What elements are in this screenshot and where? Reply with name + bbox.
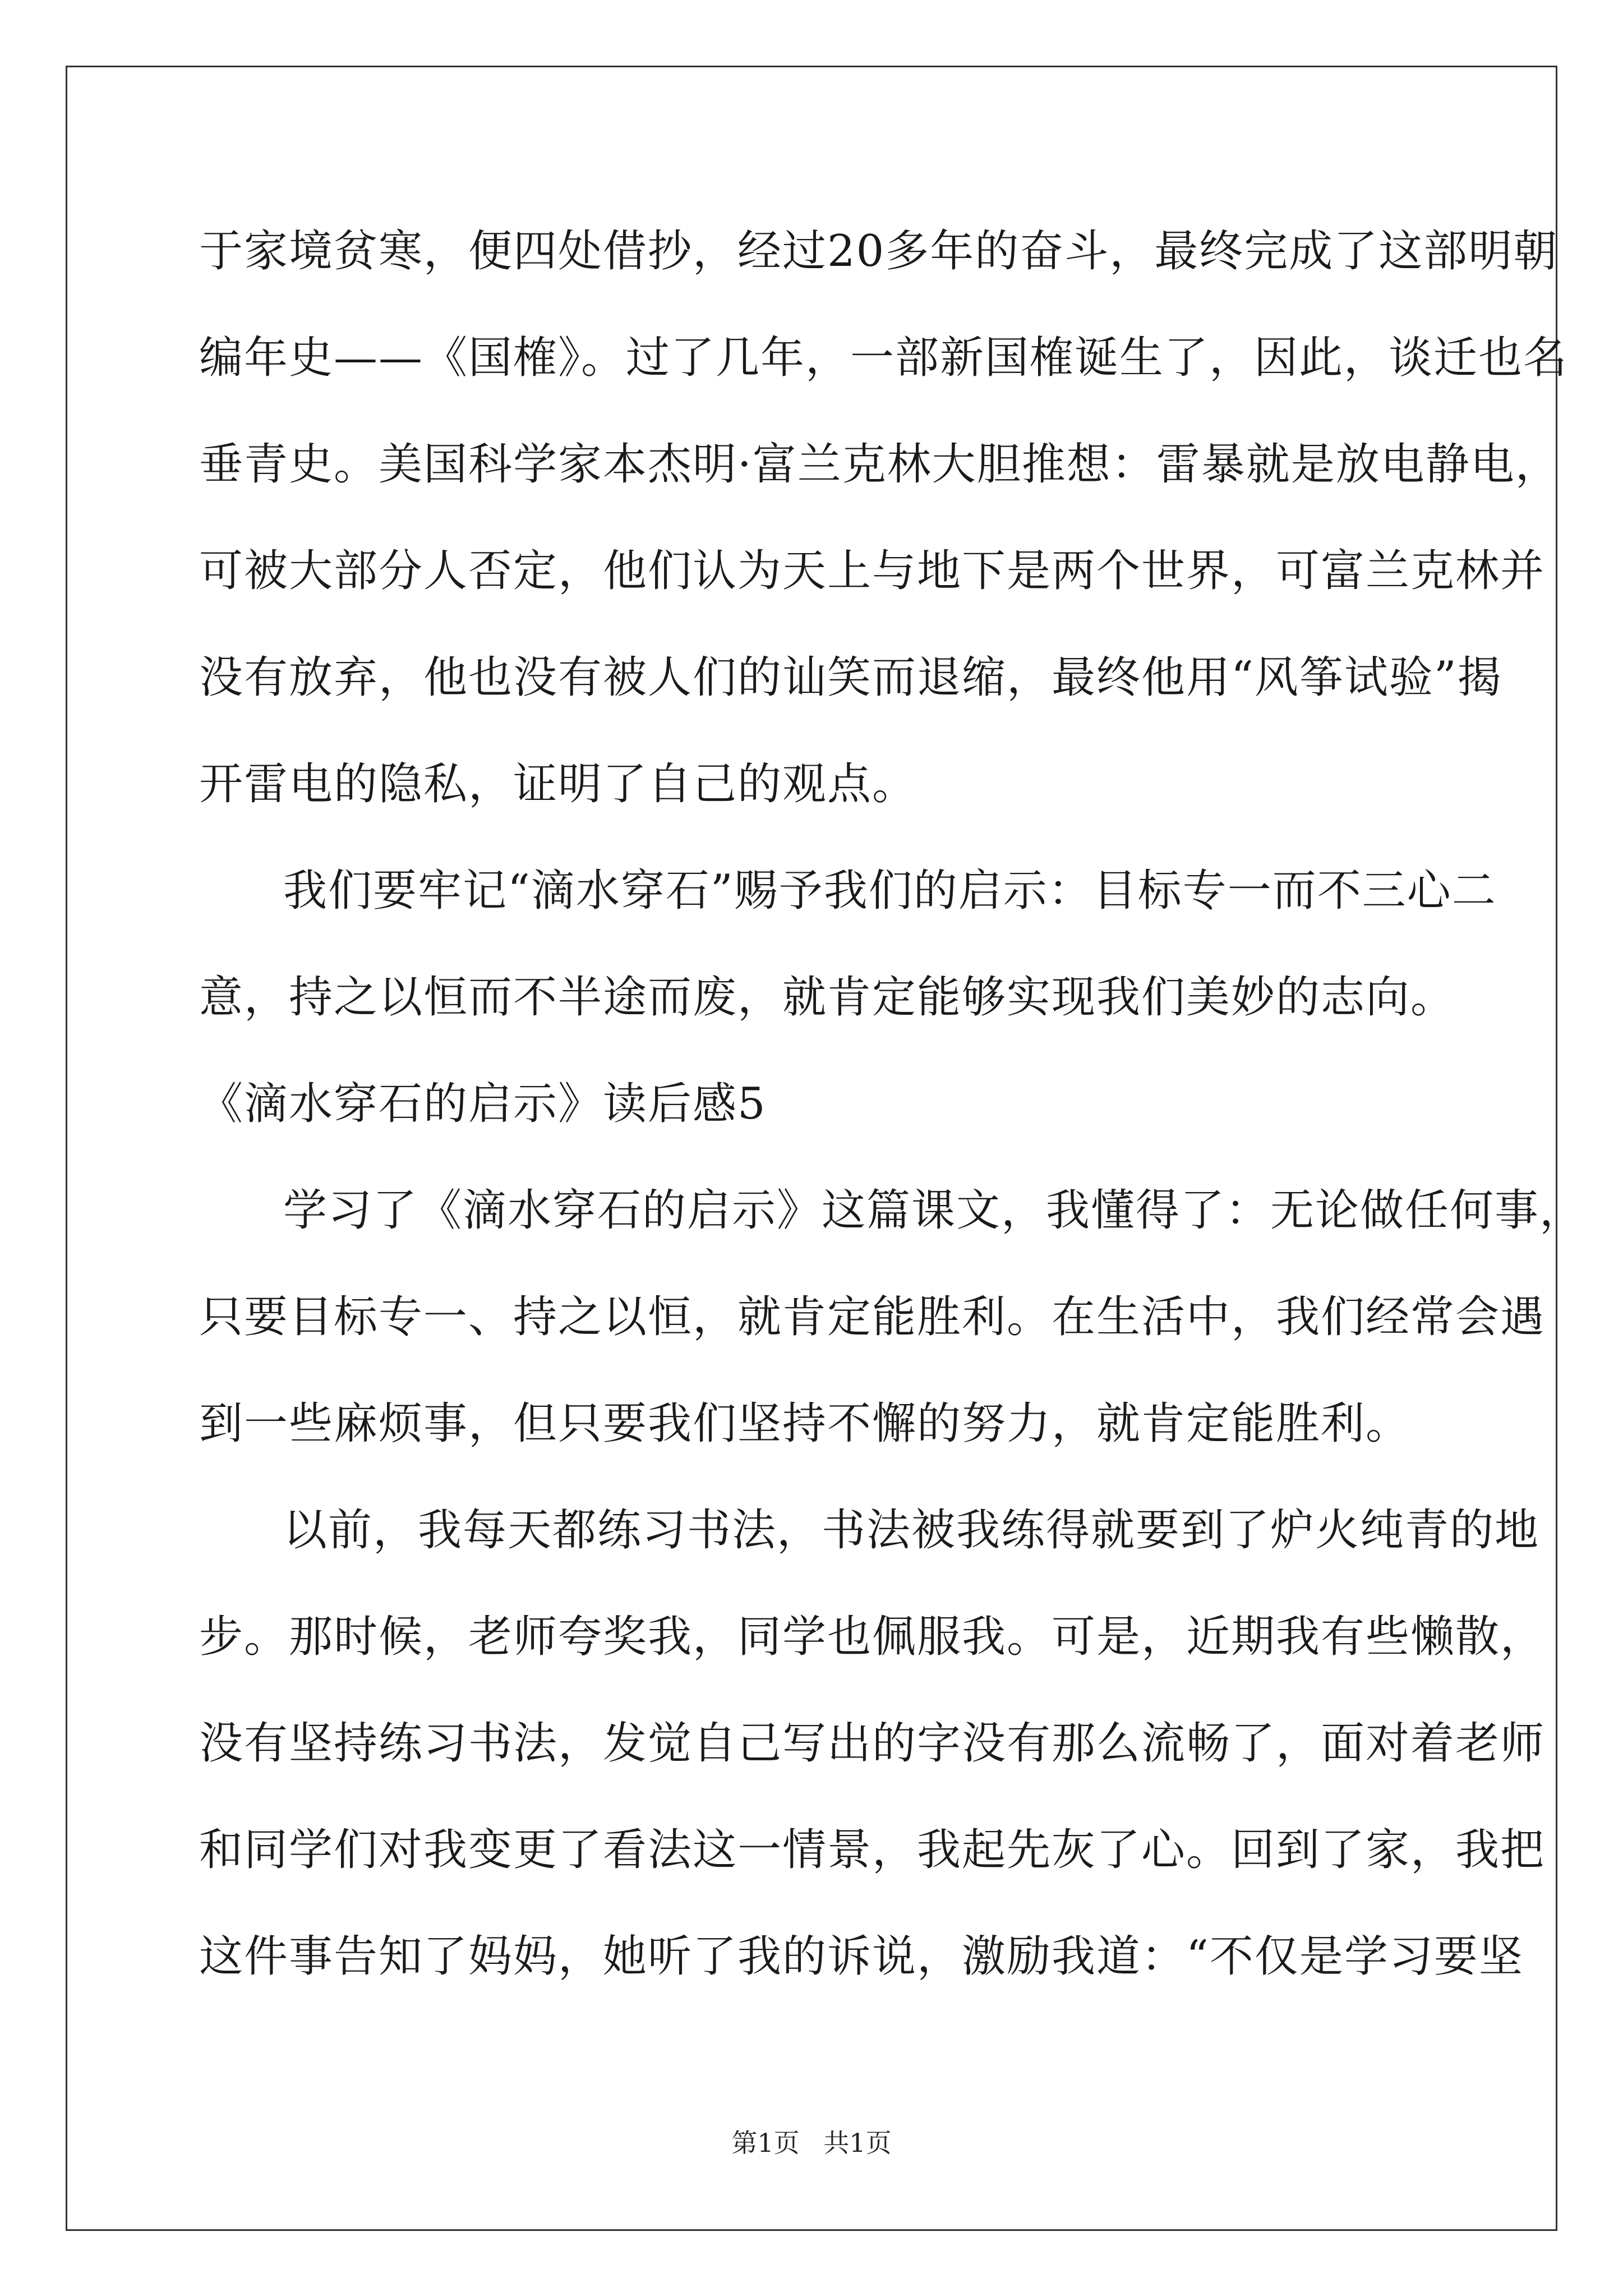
text-line: 步。那时候，老师夸奖我，同学也佩服我。可是，近期我有些懒散， [199, 1612, 1546, 1662]
section-heading: 《滴水穿石的启示》读后感5 [199, 1079, 767, 1129]
text-line: 垂青史。美国科学家本杰明·富兰克林大胆推想：雷暴就是放电静电， [199, 439, 1560, 490]
text-line: 和同学们对我变更了看法这一情景，我起先灰了心。回到了家，我把 [199, 1825, 1546, 1875]
text-line: 只要目标专一、持之以恒，就肯定能胜利。在生活中，我们经常会遇 [199, 1292, 1546, 1342]
text-line: 编年史——《国榷》。过了几年，一部新国榷诞生了，因此，谈迁也名 [199, 333, 1569, 383]
text-line: 没有坚持练习书法，发觉自己写出的字没有那么流畅了，面对着老师 [199, 1718, 1546, 1769]
page-number-total: 共1页 [823, 2128, 892, 2158]
text-line: 学习了《滴水穿石的启示》这篇课文，我懂得了：无论做任何事， [283, 1185, 1585, 1236]
text-line: 意，持之以恒而不半途而废，就肯定能够实现我们美妙的志向。 [199, 972, 1456, 1023]
text-line: 这件事告知了妈妈，她听了我的诉说，激励我道：“不仅是学习要坚 [199, 1931, 1524, 1982]
text-line: 以前，我每天都练习书法，书法被我练得就要到了炉火纯青的地 [283, 1505, 1540, 1556]
text-line: 没有放弃，他也没有被人们的讪笑而退缩，最终他用“风筝试验”揭 [199, 652, 1502, 703]
text-line: 到一些麻烦事，但只要我们坚持不懈的努力，就肯定能胜利。 [199, 1398, 1411, 1449]
text-line: 于家境贫寒，便四处借抄，经过20多年的奋斗，最终完成了这部明朝 [199, 226, 1559, 277]
page-footer [0, 2126, 1623, 2160]
text-line: 开雷电的隐私，证明了自己的观点。 [199, 759, 917, 809]
page-number-current: 第1页 [731, 2128, 800, 2158]
page-frame [66, 66, 1557, 2231]
text-line: 我们要牢记“滴水穿石”赐予我们的启示：目标专一而不三心二 [283, 866, 1497, 916]
text-line: 可被大部分人否定，他们认为天上与地下是两个世界，可富兰克林并 [199, 546, 1546, 596]
